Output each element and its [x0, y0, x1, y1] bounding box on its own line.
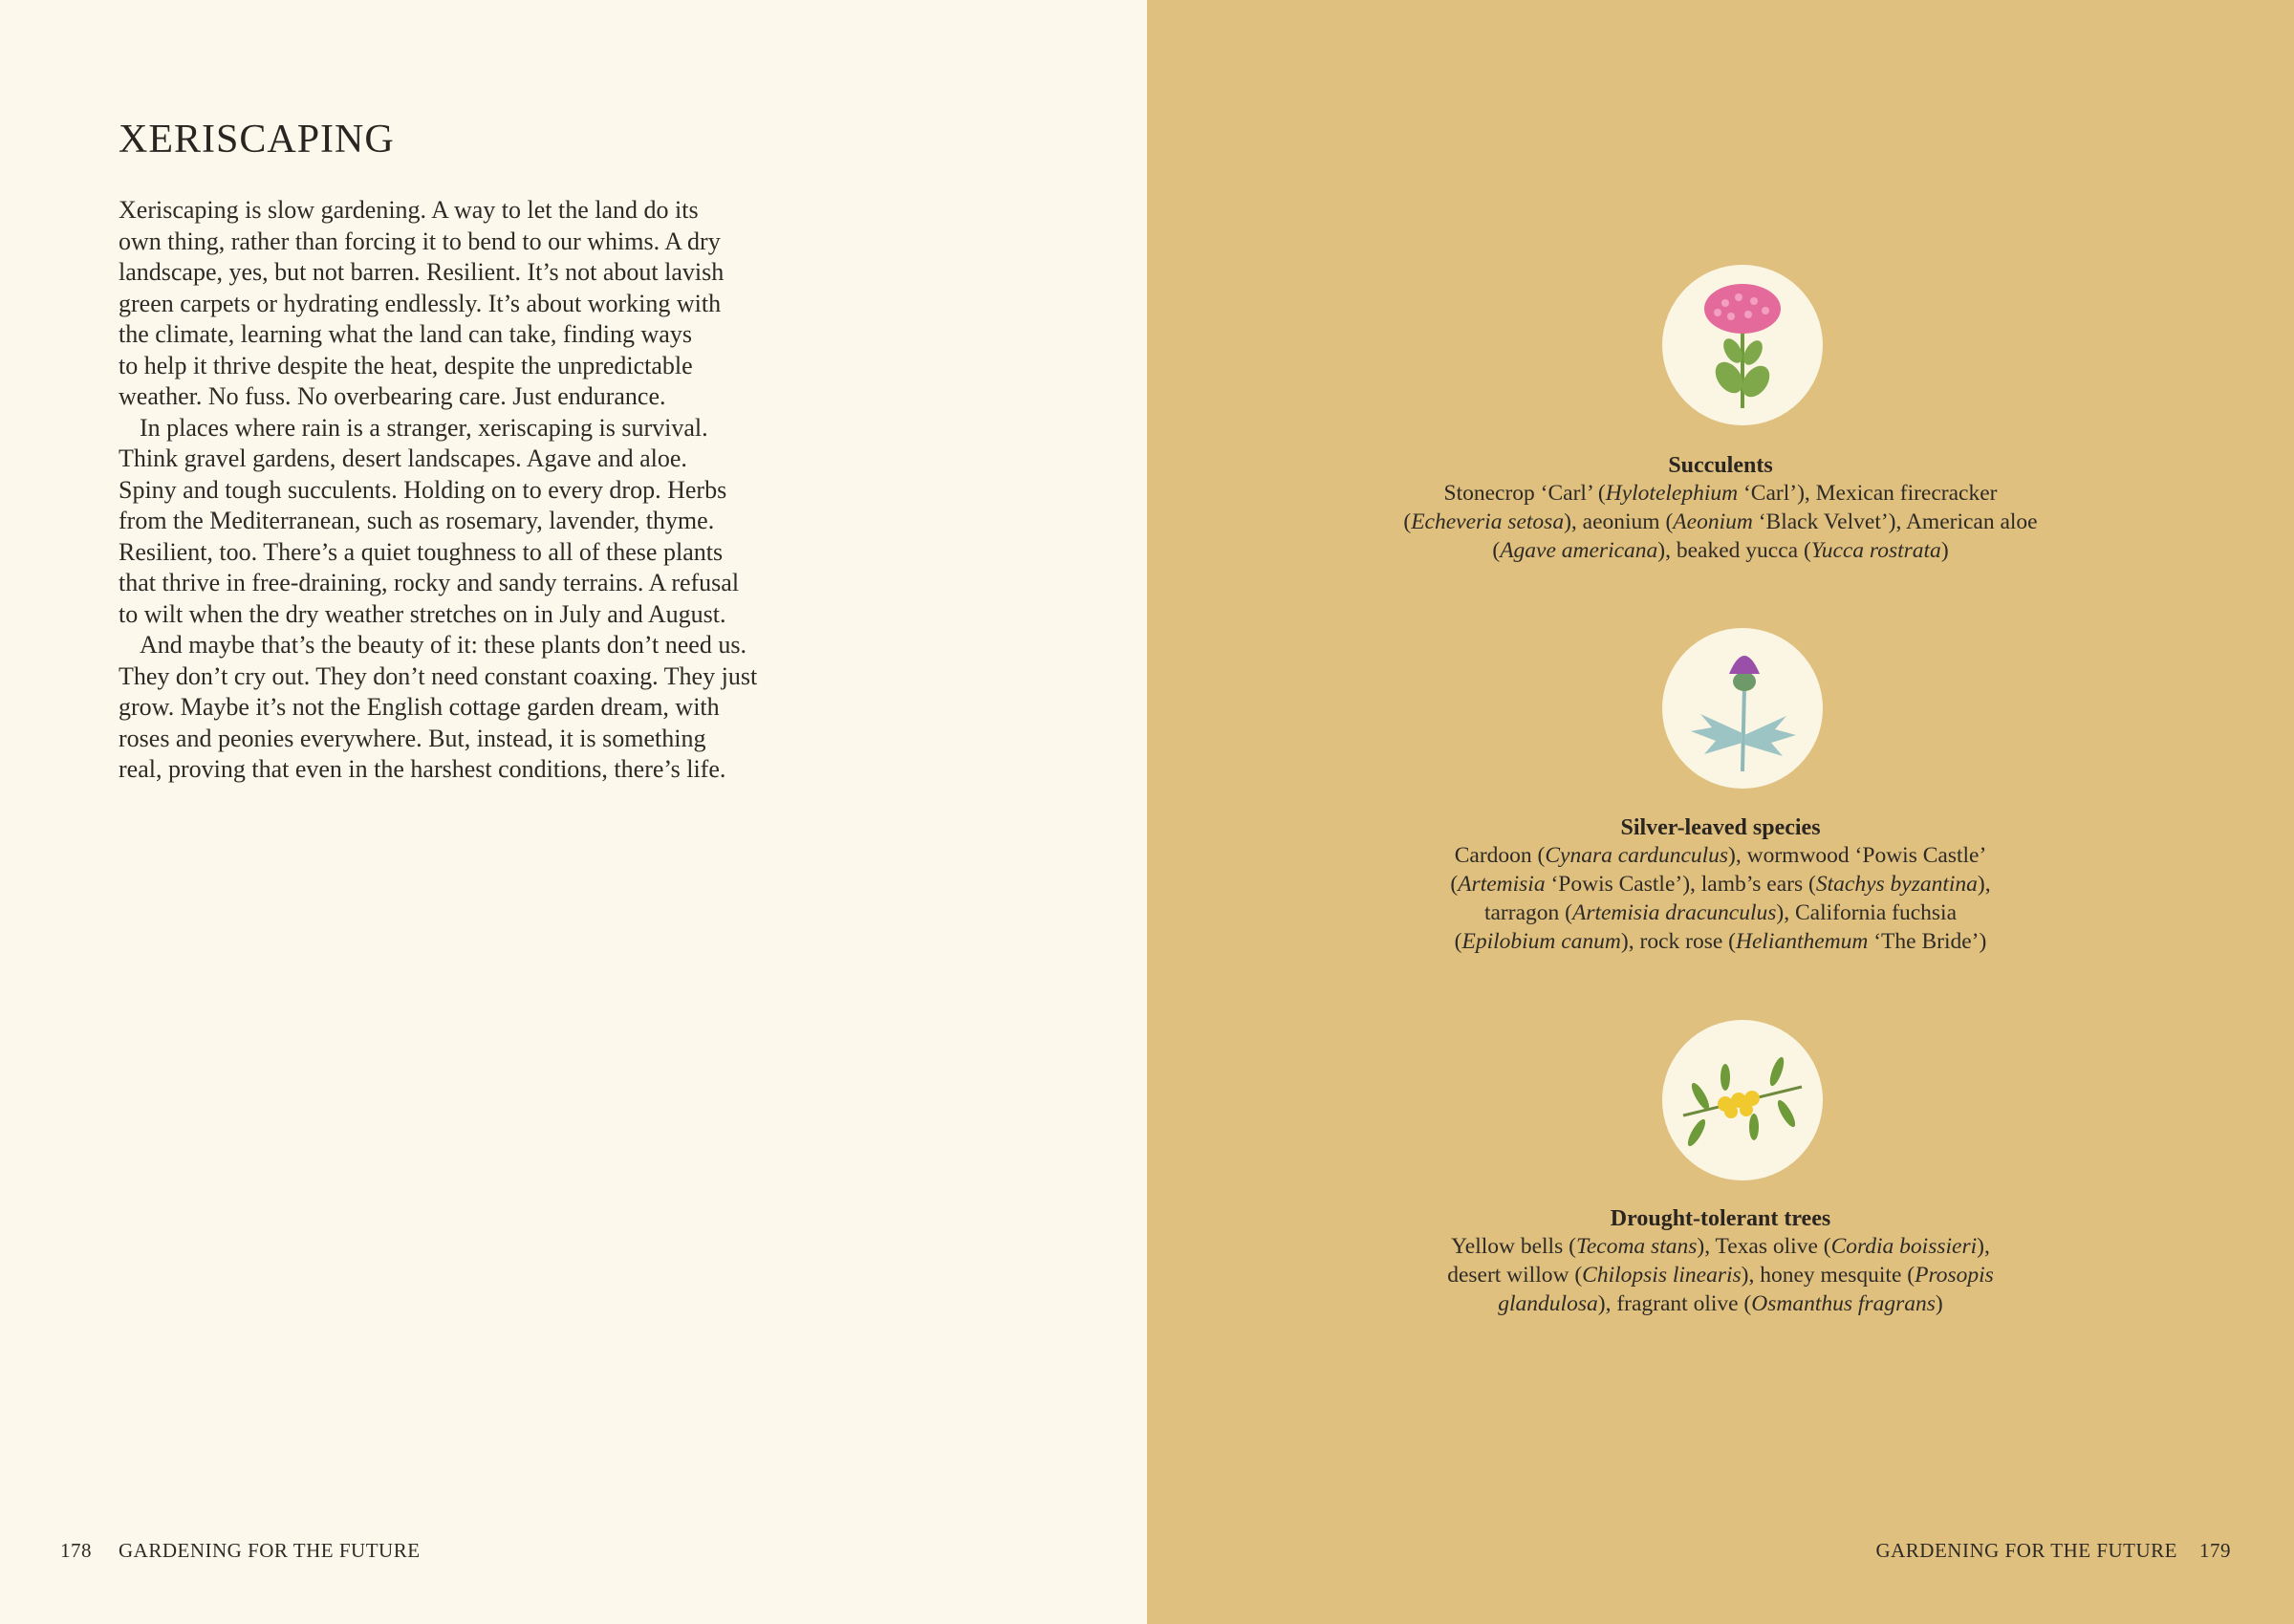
- body-line: to help it thrive despite the heat, despite the unpredictable: [119, 351, 693, 379]
- common-text: (: [1492, 538, 1501, 563]
- body-line: grow. Maybe it’s not the English cottage garden dream, with: [119, 693, 720, 721]
- body-line: own thing, rather than forcing it to bend to our whims. A dry: [119, 227, 721, 255]
- body-line: Spiny and tough succulents. Holding on to every drop. Herbs: [119, 475, 727, 504]
- body-line: weather. No fuss. No overbearing care. Just endurance.: [119, 382, 666, 410]
- common-text: ), fragrant olive (: [1597, 1291, 1752, 1316]
- sedum-flower-icon: [1662, 265, 1823, 425]
- plant-description: [1147, 841, 2294, 956]
- common-text: ): [1935, 1291, 1943, 1316]
- common-text: ‘Carl’), Mexican firecracker: [1738, 481, 1998, 506]
- plant-description: [1147, 1232, 2294, 1318]
- description-line: [1147, 927, 2294, 956]
- plant-heading: Drought-tolerant trees: [1610, 1206, 1831, 1231]
- page-title: XERISCAPING: [119, 118, 395, 162]
- scientific-name: Hylotelephium: [1605, 481, 1739, 506]
- scientific-name: Artemisia: [1458, 872, 1546, 897]
- scientific-name: Stachys byzantina: [1815, 872, 1978, 897]
- scientific-name: Osmanthus fragrans: [1751, 1291, 1936, 1316]
- body-line: real, proving that even in the harshest conditions, there’s life.: [119, 755, 726, 783]
- body-line: green carpets or hydrating endlessly. It’s about working with: [119, 289, 722, 317]
- common-text: tarragon (: [1483, 900, 1572, 925]
- plant-heading: Succulents: [1668, 453, 1773, 478]
- common-text: ‘The Bride’): [1868, 929, 1987, 954]
- scientific-name: Yucca rostrata: [1810, 538, 1941, 563]
- common-text: ), beaked yucca (: [1657, 538, 1811, 563]
- common-text: ), California fuchsia: [1776, 900, 1958, 925]
- common-text: ), aeonium (: [1564, 509, 1674, 534]
- common-text: ): [1940, 538, 1949, 563]
- running-footer-left: GARDENING FOR THE FUTURE: [119, 1539, 421, 1562]
- body-line: the climate, learning what the land can take, finding ways: [119, 320, 692, 348]
- common-text: Stonecrop ‘Carl’ (: [1443, 481, 1606, 506]
- plant-description: [1147, 479, 2294, 565]
- body-line: that thrive in free-draining, rocky and sandy terrains. A refusal: [119, 569, 740, 596]
- body-line: Think gravel gardens, desert landscapes. Agave and aloe.: [119, 444, 687, 472]
- common-text: (: [1450, 872, 1459, 897]
- scientific-name: Cynara cardunculus: [1545, 843, 1729, 868]
- page-number-right: 179: [2199, 1539, 2231, 1562]
- common-text: ‘Powis Castle’), lamb’s ears (: [1545, 872, 1816, 897]
- page-number-left: 178: [60, 1539, 92, 1562]
- scientific-name: Tecoma stans: [1575, 1234, 1698, 1259]
- common-text: ),: [1977, 872, 1991, 897]
- scientific-name: Prosopis: [1915, 1263, 1994, 1288]
- body-line: Resilient, too. There’s a quiet toughness to all of these plants: [119, 537, 724, 566]
- description-line: [1147, 1232, 2294, 1261]
- body-line: In places where rain is a stranger, xeriscaping is survival.: [140, 413, 708, 442]
- common-text: (: [1454, 929, 1462, 954]
- scientific-name: Chilopsis linearis: [1582, 1263, 1742, 1288]
- scientific-name: glandulosa: [1498, 1291, 1598, 1316]
- description-line: [1147, 1261, 2294, 1289]
- description-line: [1147, 536, 2294, 565]
- description-line: [1147, 841, 2294, 870]
- scientific-name: Aeonium: [1673, 509, 1753, 534]
- scientific-name: Epilobium canum: [1461, 929, 1621, 954]
- scientific-name: Artemisia dracunculus: [1571, 900, 1777, 925]
- common-text: ), rock rose (: [1620, 929, 1736, 954]
- yellow-bells-branch-icon: [1662, 1020, 1823, 1180]
- right-page: [1147, 0, 2294, 1624]
- description-line: [1147, 899, 2294, 927]
- body-line: Xeriscaping is slow gardening. A way to let the land do its: [119, 196, 699, 224]
- common-text: ), honey mesquite (: [1741, 1263, 1915, 1288]
- description-line: [1147, 508, 2294, 536]
- scientific-name: Echeveria setosa: [1411, 509, 1565, 534]
- cardoon-thistle-icon: [1662, 628, 1823, 789]
- scientific-name: Cordia boissieri: [1830, 1234, 1978, 1259]
- common-text: Yellow bells (: [1451, 1234, 1576, 1259]
- description-line: [1147, 870, 2294, 899]
- plant-group-silver-leaved: [1147, 815, 2294, 956]
- plant-group-drought-tolerant-trees: [1147, 1206, 2294, 1318]
- scientific-name: Helianthemum: [1735, 929, 1869, 954]
- common-text: ),: [1977, 1234, 1990, 1259]
- body-line: And maybe that’s the beauty of it: these plants don’t need us.: [140, 631, 747, 659]
- running-footer-right: GARDENING FOR THE FUTURE: [1875, 1539, 2177, 1562]
- description-line: [1147, 479, 2294, 508]
- common-text: ), Texas olive (: [1697, 1234, 1831, 1259]
- body-line: to wilt when the dry weather stretches on in July and August.: [119, 599, 726, 628]
- plant-group-succulents: [1147, 453, 2294, 565]
- common-text: desert willow (: [1447, 1263, 1583, 1288]
- body-line: landscape, yes, but not barren. Resilient. It’s not about lavish: [119, 258, 725, 286]
- common-text: Cardoon (: [1454, 843, 1546, 868]
- common-text: ), wormwood ‘Powis Castle’: [1728, 843, 1987, 868]
- plant-heading: Silver-leaved species: [1620, 815, 1821, 840]
- body-line: They don’t cry out. They don’t need constant coaxing. They just: [119, 661, 758, 690]
- common-text: ‘Black Velvet’), American aloe: [1752, 509, 2038, 534]
- body-line: from the Mediterranean, such as rosemary, lavender, thyme.: [119, 507, 715, 534]
- body-text: [119, 195, 757, 786]
- scientific-name: Agave americana: [1500, 538, 1658, 563]
- description-line: [1147, 1289, 2294, 1318]
- common-text: (: [1403, 509, 1412, 534]
- body-line: roses and peonies everywhere. But, instead, it is something: [119, 724, 706, 752]
